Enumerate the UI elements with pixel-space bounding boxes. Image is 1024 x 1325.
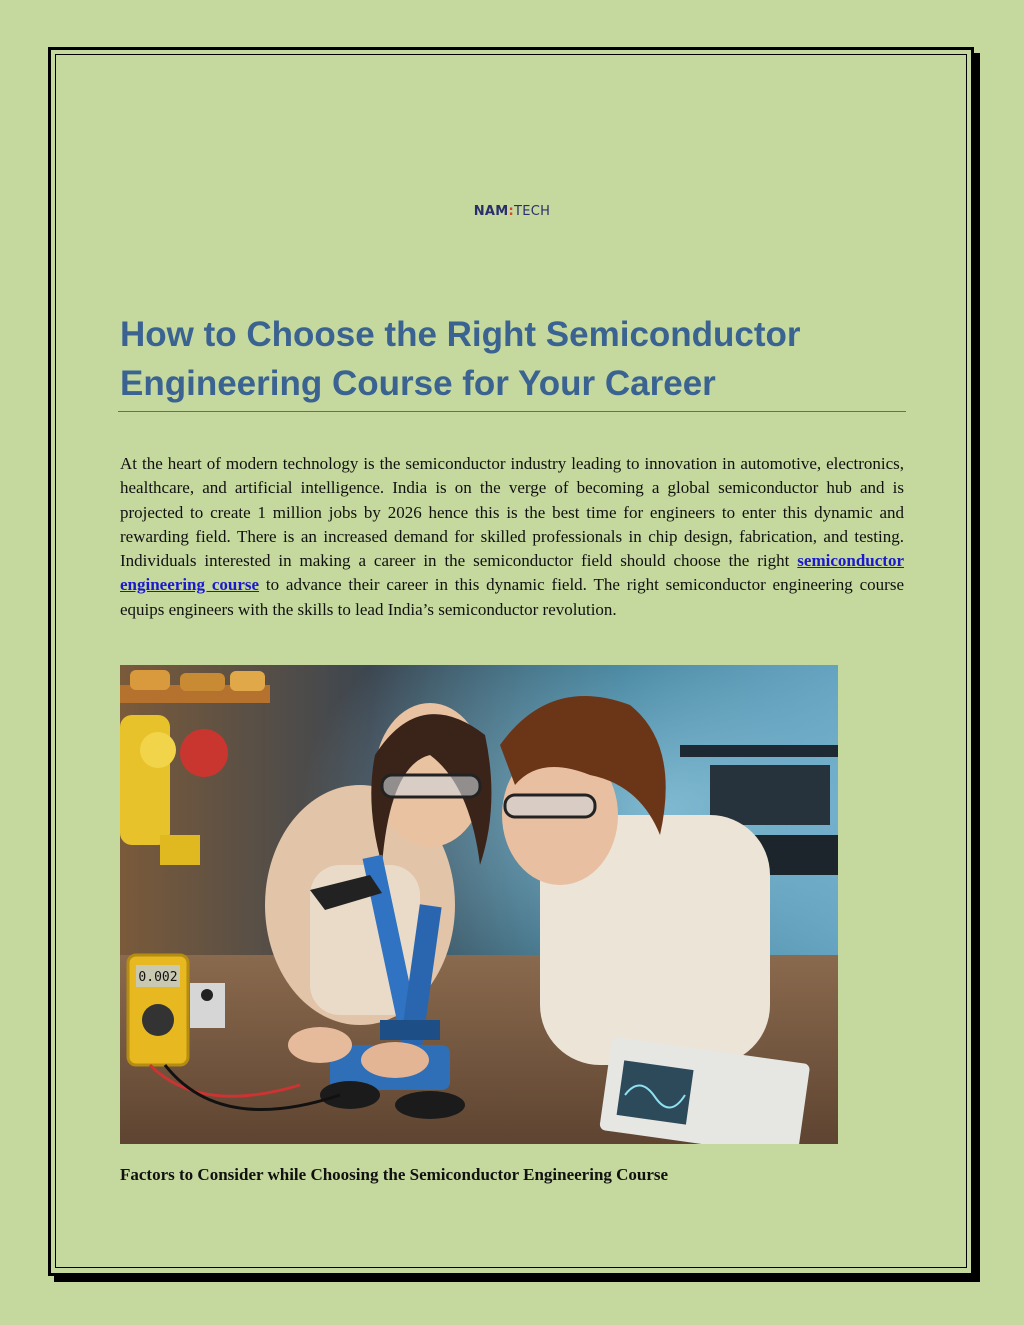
course-link[interactable]: semiconductor engineering course xyxy=(120,551,904,595)
title-divider xyxy=(118,411,906,412)
lab-photo-illustration xyxy=(120,665,838,1144)
logo-separator: : xyxy=(508,204,515,219)
lab-photo xyxy=(120,665,838,1144)
intro-paragraph xyxy=(120,452,904,622)
logo-tech: TECH xyxy=(514,204,551,219)
article-title: How to Choose the Right Semiconductor Engineering Course for Your Career xyxy=(120,315,801,403)
intro-text-before-link: At the heart of modern technology is the semiconductor industry leading to innovation in automotive, electronics, healthcare, and artificial intelligence. India is on the verge of becoming a global semiconductor hub and is projected to create 1 million jobs by 2026 hence this is the best time for engineers to enter this dynamic and rewarding field. There is an increased demand for skilled professionals in chip design, fabrication, and testing. Individuals interested in making a career in the semiconductor field should choose the right xyxy=(120,454,904,571)
namtech-logo xyxy=(0,204,1024,219)
multimeter-reading: 0.002 xyxy=(138,970,178,985)
section-subheading: Factors to Consider while Choosing the Semiconductor Engineering Course xyxy=(120,1165,669,1184)
intro-text-after-link: to advance their career in this dynamic field. The right semiconductor engineering course equips engineers with the skills to lead India’s semiconductor revolution. xyxy=(120,575,904,619)
logo-nam: NAM xyxy=(473,204,509,219)
